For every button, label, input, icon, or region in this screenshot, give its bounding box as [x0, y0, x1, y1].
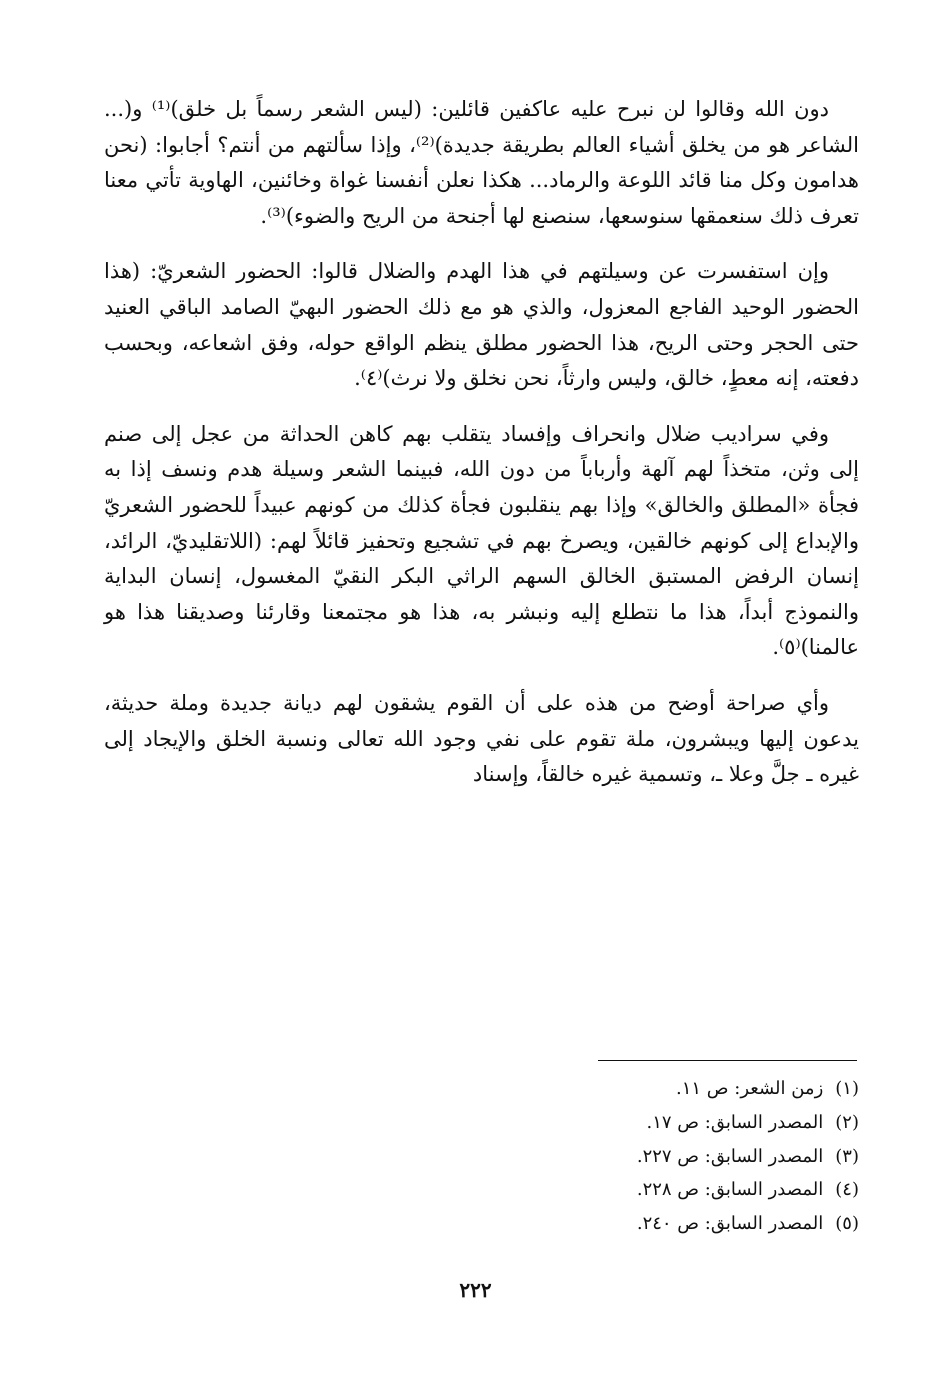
footnote-mark: (٤) — [835, 1179, 859, 1201]
footnote-mark: (٢) — [835, 1111, 859, 1133]
footnote-4 — [450, 1173, 859, 1207]
footnote-5 — [450, 1207, 859, 1241]
page-number: ٢٢٢ — [459, 1278, 492, 1302]
footnote-1 — [450, 1072, 859, 1106]
footnote-divider — [598, 1060, 857, 1061]
footnote-3 — [450, 1140, 859, 1174]
footnote-text: زمن الشعر: ص ١١. — [676, 1078, 824, 1099]
footnote-text: المصدر السابق: ص ٢٤٠. — [636, 1213, 824, 1235]
main-text — [104, 92, 859, 793]
footnote-text: المصدر السابق: ص ١٧. — [646, 1111, 824, 1133]
paragraph-1: دون الله وقالوا لن نبرح عليه عاكفين قائلين: (ليس الشعر رسماً بل خلق)⁽¹⁾ و(... الشاعر هو من يخلق أشياء العالم بطريقة جديدة)⁽²⁾، وإذا سألتهم من أنتم؟ أجابوا: (نحن هدامون وكل منا قائد اللوعة والرماد... هكذا نعلن أنفسنا غواة وخائنين، الهاوية تأتي معنا تعرف ذلك سنعمقها سنوسعها، سنصنع لها أجنحة من الريح والضوء)⁽³⁾. — [104, 97, 859, 228]
paragraph-4: وأي صراحة أوضح من هذه على أن القوم يشقون لهم ديانة جديدة وملة حديثة، يدعون إليها ويبشرون، ملة تقوم على نفي وجود الله تعالى ونسبة الخلق والإيجاد إلى غيره ـ جلَّ وعلا ـ، وتسمية غيره خالقاً، وإسناد — [104, 690, 859, 787]
paragraph-2: وإن استفسرت عن وسيلتهم في هذا الهدم والضلال قالوا: الحضور الشعريّ: (هذا الحضور الوحيد الفاجع المعزول، والذي هو مع ذلك الحضور البهيّ الصامد الباقي العنيد حتى الحجر وحتى الريح، هذا الحضور مطلق ينظم الواقع حوله، وفق اشعاعه، وبحسب دفعته، إنه معطٍ، خالق، وليس وارثاً، نحن نخلق ولا نرث)⁽٤⁾. — [104, 259, 859, 391]
footnote-mark: (٣) — [835, 1145, 859, 1167]
paragraph-3: وفي سراديب ضلال وانحراف وإفساد يتقلب بهم كاهن الحداثة من عجل إلى صنم إلى وثن، متخذاً لهم آلهة وأرباباً من دون الله، فبينما الشعر وسيلة هدم ونسف إذا به فجأة «المطلق والخالق» وإذا بهم ينقلبون فجأة كذلك من كونهم عبيداً للحضور الشعريّ والإبداع إلى كونهم خالقين، ويصرخ بهم في تشجيع وتحفيز قائلاً لهم: (اللاتقليديّ، الرائد، إنسان الرفض المستبق الخالق السهم الراثي البكر النقيّ المغسول، إنسان البداية والنموذج أبداً، هذا ما نتطلع إليه ونبشر به، هذا هو مجتمعنا وقارئنا وصديقنا هذا هو عالمنا)⁽٥⁾. — [104, 421, 859, 660]
footnote-mark: (٥) — [835, 1213, 859, 1235]
footnote-text: المصدر السابق: ص ٢٢٨. — [636, 1179, 824, 1201]
footnote-text: المصدر السابق: ص ٢٢٧. — [636, 1145, 824, 1167]
footnote-2 — [450, 1106, 859, 1140]
footnotes-list — [450, 1072, 859, 1241]
footnote-mark: (١) — [835, 1078, 859, 1099]
